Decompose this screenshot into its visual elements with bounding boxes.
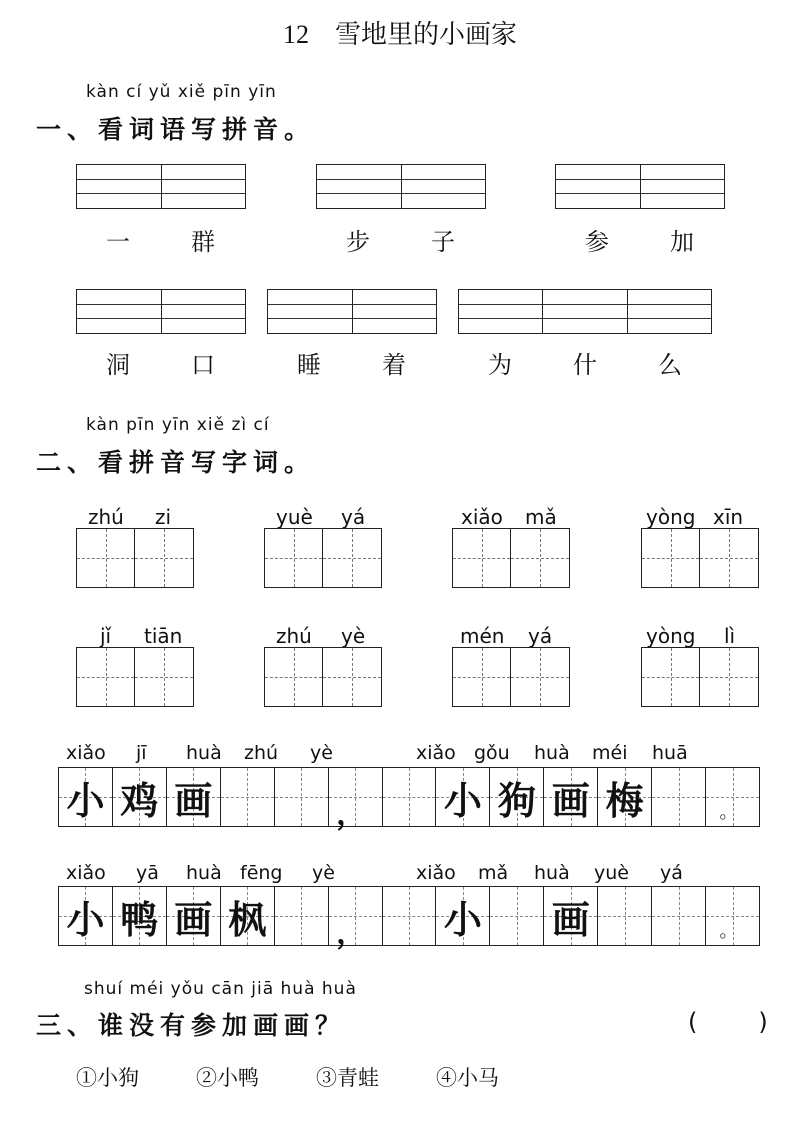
sentence-writing-strip[interactable] (58, 886, 760, 951)
strip-cell: 小 (59, 887, 113, 945)
sentence-pinyin: yā (136, 862, 159, 884)
option-1[interactable]: ①小狗 (76, 1066, 139, 1090)
pinyin-writing-box[interactable] (76, 289, 246, 334)
sentence-pinyin: yuè (594, 862, 629, 884)
section3-heading: 三、谁没有参加画画？ (36, 1011, 347, 1040)
pinyin-label: xīn (713, 505, 744, 529)
word-char: 睡 (297, 351, 321, 379)
character-grid[interactable] (452, 647, 570, 707)
word-char: 为 (488, 351, 512, 379)
strip-cell: 小 (436, 887, 490, 945)
pinyin-label: tiān (144, 624, 183, 648)
strip-cell: 鸭 (113, 887, 167, 945)
character-grid[interactable] (76, 647, 194, 707)
strip-cell: 枫 (221, 887, 275, 945)
pinyin-label: yè (341, 624, 366, 648)
word-char: 么 (658, 351, 682, 379)
option-3[interactable]: ③青蛙 (316, 1066, 379, 1090)
sentence-pinyin: mǎ (478, 862, 509, 884)
character-grid[interactable] (452, 528, 570, 588)
pinyin-writing-box[interactable] (555, 164, 725, 209)
pinyin-label: lì (724, 624, 736, 648)
answer-bracket[interactable]: ( ) (688, 1008, 768, 1036)
character-grid[interactable] (641, 528, 759, 588)
pinyin-label: yòng (646, 624, 696, 648)
strip-cell: 画 (167, 887, 221, 945)
lesson-number: 12 (282, 20, 309, 49)
sentence-pinyin: huà (534, 862, 570, 884)
pinyin-label: yá (341, 505, 366, 529)
pinyin-label: jǐ (100, 624, 112, 648)
sentence-pinyin: jī (136, 742, 147, 764)
pinyin-label: mén (460, 624, 505, 648)
sentence-pinyin: yá (660, 862, 683, 884)
word-char: 子 (431, 228, 455, 256)
strip-cell[interactable] (275, 768, 329, 826)
strip-cell: 小 (59, 768, 113, 826)
strip-cell (383, 887, 437, 945)
strip-cell: ， (329, 768, 383, 826)
sentence-pinyin: yè (312, 862, 335, 884)
section1-pinyin-hint: kàn cí yǔ xiě pīn yīn (86, 82, 277, 102)
pinyin-label: yá (528, 624, 553, 648)
strip-cell: ， (329, 887, 383, 945)
strip-cell: 画 (544, 887, 598, 945)
character-grid[interactable] (76, 528, 194, 588)
word-char: 口 (191, 351, 215, 379)
sentence-pinyin: huā (652, 742, 688, 764)
strip-cell: 狗 (490, 768, 544, 826)
strip-cell[interactable] (490, 887, 544, 945)
strip-cell: 。 (706, 768, 759, 826)
strip-cell: 画 (167, 768, 221, 826)
sentence-pinyin: yè (310, 742, 333, 764)
sentence-pinyin: huà (186, 862, 222, 884)
sentence-pinyin: xiǎo (66, 742, 106, 764)
strip-cell[interactable] (221, 768, 275, 826)
strip-cell[interactable] (275, 887, 329, 945)
word-char: 着 (382, 351, 406, 379)
pinyin-writing-box[interactable] (267, 289, 437, 334)
word-char: 洞 (106, 351, 130, 379)
word-char: 参 (585, 228, 609, 256)
strip-cell[interactable] (652, 887, 706, 945)
word-char: 群 (191, 228, 215, 256)
pinyin-label: yuè (276, 505, 313, 529)
strip-cell: 梅 (598, 768, 652, 826)
sentence-writing-strip[interactable] (58, 767, 760, 832)
pinyin-label: zi (155, 505, 172, 529)
section3-pinyin-hint: shuí méi yǒu cān jiā huà huà (84, 979, 357, 999)
sentence-pinyin: gǒu (474, 742, 510, 764)
pinyin-writing-box[interactable] (316, 164, 486, 209)
option-2[interactable]: ②小鸭 (196, 1066, 259, 1090)
pinyin-label: xiǎo (461, 505, 503, 529)
pinyin-label: zhú (88, 505, 124, 529)
page-title (0, 14, 800, 51)
section2-heading: 二、看拼音写字词。 (36, 448, 316, 477)
strip-cell: 画 (544, 768, 598, 826)
sentence-pinyin: huà (534, 742, 570, 764)
sentence-pinyin: zhú (244, 742, 279, 764)
option-4[interactable]: ④小马 (436, 1066, 499, 1090)
strip-cell[interactable] (652, 768, 706, 826)
word-char: 一 (106, 228, 130, 256)
word-char: 步 (346, 228, 370, 256)
lesson-title: 雪地里的小画家 (334, 20, 517, 50)
section2-pinyin-hint: kàn pīn yīn xiě zì cí (86, 415, 270, 435)
strip-cell: 鸡 (113, 768, 167, 826)
word-char: 什 (573, 351, 597, 379)
pinyin-label: yòng (646, 505, 696, 529)
sentence-pinyin: fēng (240, 862, 283, 884)
strip-cell: 小 (436, 768, 490, 826)
sentence-pinyin: méi (592, 742, 628, 764)
sentence-pinyin: huà (186, 742, 222, 764)
sentence-pinyin: xiǎo (416, 742, 456, 764)
sentence-pinyin: xiǎo (416, 862, 456, 884)
pinyin-writing-box[interactable] (458, 289, 712, 334)
sentence-pinyin: xiǎo (66, 862, 106, 884)
character-grid[interactable] (264, 647, 382, 707)
pinyin-label: zhú (276, 624, 312, 648)
character-grid[interactable] (264, 528, 382, 588)
strip-cell (383, 768, 437, 826)
section1-heading: 一、看词语写拼音。 (36, 115, 316, 144)
strip-cell[interactable] (598, 887, 652, 945)
pinyin-writing-box[interactable] (76, 164, 246, 209)
word-char: 加 (670, 228, 694, 256)
strip-cell: 。 (706, 887, 759, 945)
pinyin-label: mǎ (525, 505, 557, 529)
character-grid[interactable] (641, 647, 759, 707)
